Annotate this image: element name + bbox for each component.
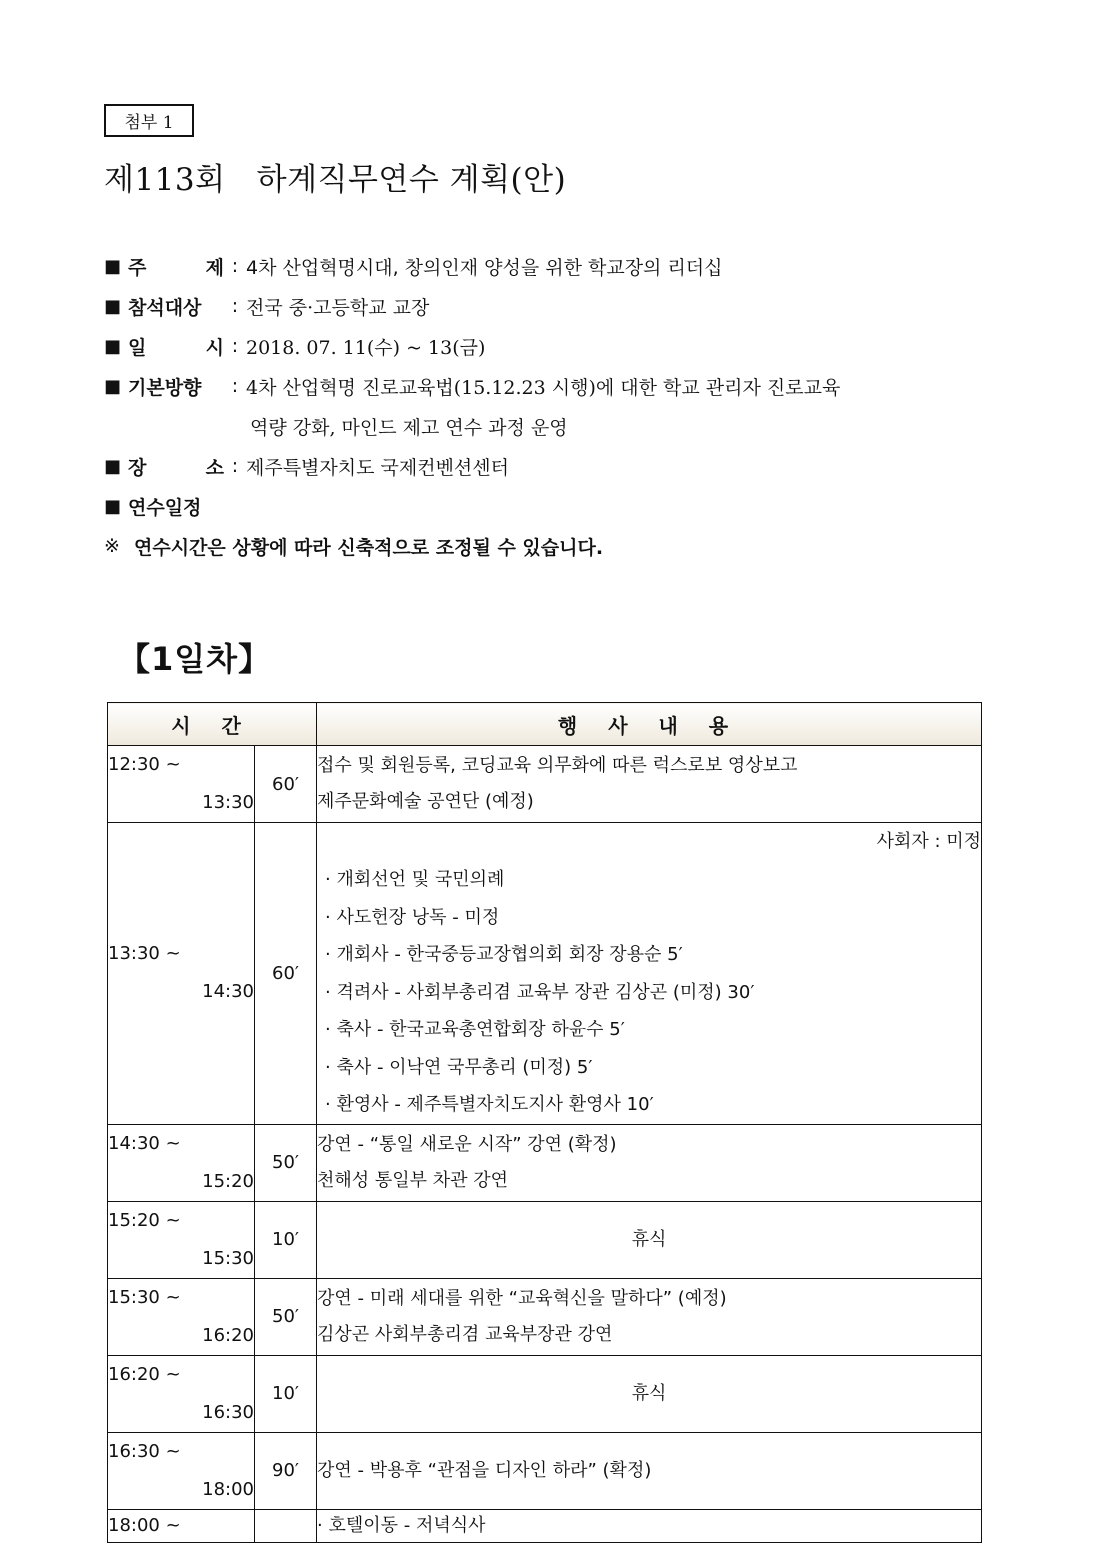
list-item: · 격려사 - 사회부총리겸 교육부 장관 김상곤 (미정) 30′ [325,981,755,1003]
duration-cell: 50′ [255,1124,317,1201]
bullet-icon: ■ [104,295,122,317]
content-cell: 강연 - 미래 세대를 위한 “교육혁신을 말하다” (예정) 김상곤 사회부총리겸 교육부장관 강연 [317,1278,982,1355]
time-cell: 16:20 ~ 16:30 [108,1355,255,1432]
content-cell: 휴식 [317,1355,982,1432]
list-item: · 축사 - 이낙연 국무총리 (미정) 5′ [325,1056,593,1078]
time-cell: 15:30 ~ 16:20 [108,1278,255,1355]
schedule-table [107,702,982,1543]
table-row [108,1432,982,1509]
colon: : [231,375,239,397]
bullet-icon: ■ [104,335,122,357]
date-label: 일 시 [128,336,224,359]
direction-value-line-1: 4차 산업혁명 진로교육법(15.12.23 시행)에 대한 학교 관리자 진로교육 [246,376,841,399]
attachment-label: 첨부 1 [104,104,194,137]
colon: : [231,255,239,277]
duration-cell: 10′ [255,1201,317,1278]
duration-cell: 90′ [255,1432,317,1509]
time-cell: 16:30 ~ 18:00 [108,1432,255,1509]
info-row-direction-cont [104,406,1004,446]
info-list [104,246,1004,566]
duration-cell: 50′ [255,1278,317,1355]
info-row-place [104,446,1004,486]
topic-label: 주 제 [128,256,224,279]
day-heading: 【1일차】 [118,640,272,678]
duration-cell [255,1509,317,1542]
colon: : [231,295,239,317]
table-row [108,746,982,823]
time-cell: 18:00 ~ [108,1509,255,1542]
info-row-date [104,326,1004,366]
info-row-direction [104,366,1004,406]
topic-value: 4차 산업혁명시대, 창의인재 양성을 위한 학교장의 리더십 [246,256,723,279]
direction-label: 기본방향 [128,376,202,399]
duration-cell: 10′ [255,1355,317,1432]
list-item: · 환영사 - 제주특별자치도지사 환영사 10′ [325,1094,654,1115]
document-title: 제113회 하계직무연수 계획(안) [104,162,567,198]
note-text: 연수시간은 상황에 따라 신축적으로 조정될 수 있습니다. [134,536,604,559]
content-cell: 접수 및 회원등록, 코딩교육 의무화에 따른 럭스로보 영상보고 제주문화예술 공연단 (예정) [317,746,982,823]
info-row-topic [104,246,1004,286]
duration-cell: 60′ [255,746,317,823]
direction-value-line-2: 역량 강화, 마인드 제고 연수 과정 운영 [250,416,568,439]
duration-cell: 60′ [255,823,317,1125]
audience-label: 참석대상 [128,296,202,319]
note-mark-icon: ※ [104,535,120,557]
bullet-icon: ■ [104,255,122,277]
time-cell: 12:30 ~ 13:30 [108,746,255,823]
bullet-icon: ■ [104,455,122,477]
table-row [108,1355,982,1432]
bullet-icon: ■ [104,495,122,517]
list-item: · 사도헌장 낭독 - 미정 [325,906,500,928]
place-value: 제주특별자치도 국제컨벤션센터 [246,456,509,479]
header-time: 시 간 [108,703,317,746]
host-text: 사회자 : 미정 [876,831,982,852]
date-value: 2018. 07. 11(수) ~ 13(금) [246,336,486,359]
audience-value: 전국 중·고등학교 교장 [246,296,430,319]
list-item: · 개회선언 및 국민의례 [325,869,505,890]
bullet-icon: ■ [104,375,122,397]
colon: : [231,455,239,477]
table-row [108,823,982,1125]
time-cell: 14:30 ~ 15:20 [108,1124,255,1201]
info-row-audience [104,286,1004,326]
content-cell: · 호텔이동 - 저녁식사 [317,1509,982,1542]
content-cell [317,823,982,1125]
content-cell: 휴식 [317,1201,982,1278]
table-row [108,1278,982,1355]
schedule-label: 연수일정 [128,496,202,519]
content-cell: 강연 - 박용후 “관점을 디자인 하라” (확정) [317,1432,982,1509]
table-row [108,1509,982,1542]
info-row-schedule [104,486,1004,526]
list-item: · 축사 - 한국교육총연합회장 하윤수 5′ [325,1019,625,1040]
note [104,526,1004,566]
place-label: 장 소 [128,456,224,479]
colon: : [231,335,239,357]
table-row [108,1201,982,1278]
time-cell: 13:30 ~ 14:30 [108,823,255,1125]
time-cell: 15:20 ~ 15:30 [108,1201,255,1278]
header-content: 행 사 내 용 [317,703,982,746]
content-cell: 강연 - “통일 새로운 시작” 강연 (확정) 천해성 통일부 차관 강연 [317,1124,982,1201]
list-item: · 개회사 - 한국중등교장협의회 회장 장용순 5′ [325,944,683,965]
table-row [108,1124,982,1201]
table-header-row [108,703,982,746]
